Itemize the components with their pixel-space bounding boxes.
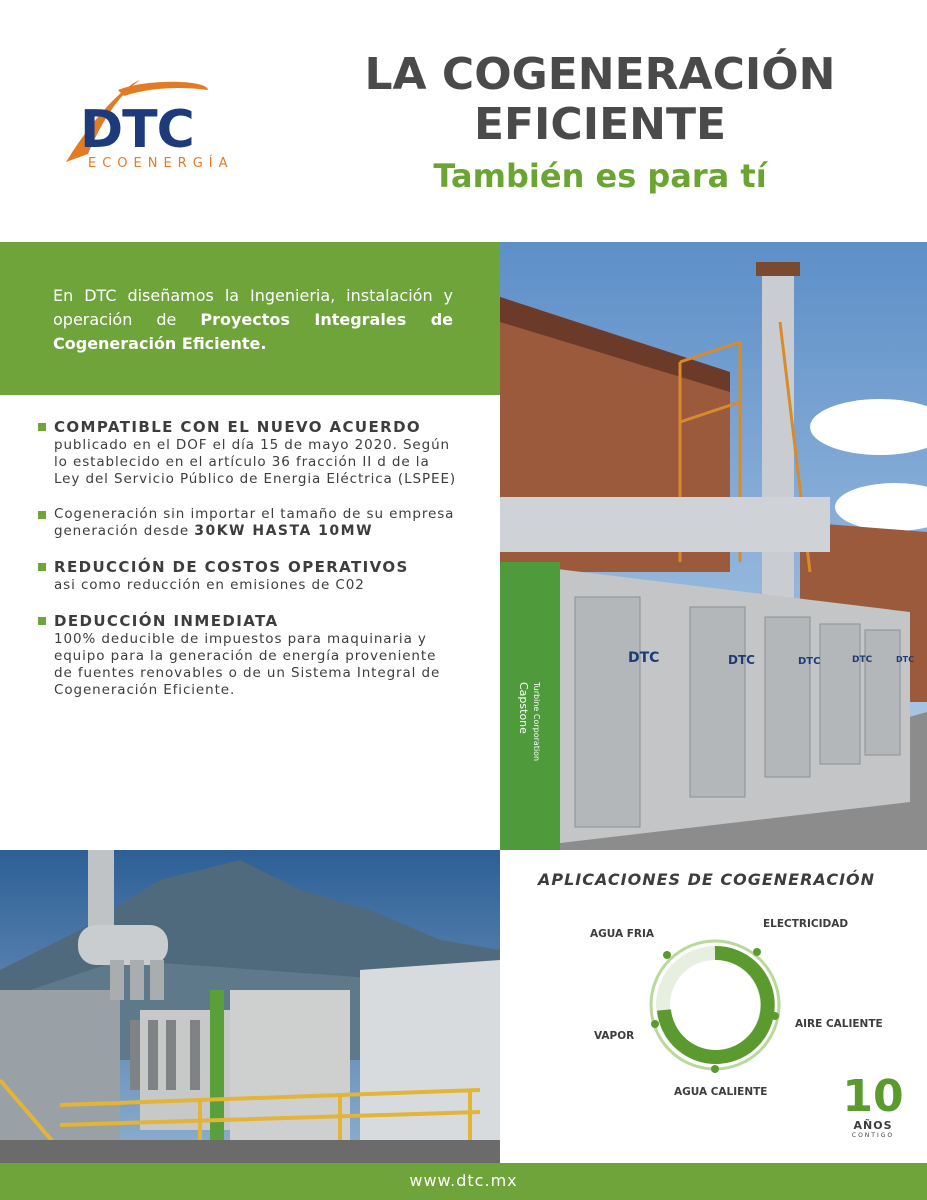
node-agua-caliente	[711, 1065, 719, 1073]
headline	[330, 50, 870, 200]
dtc-logo	[58, 70, 258, 180]
plant-mountain-illustration	[0, 850, 500, 1163]
badge-word: AÑOS	[853, 1119, 893, 1132]
node-vapor	[651, 1020, 659, 1028]
benefit-heading: COMPATIBLE CON EL NUEVO ACUERDO	[54, 418, 422, 436]
unit-label-5: DTC	[896, 655, 914, 664]
bullet-square-icon	[38, 563, 46, 571]
capstone-sub-text: Turbine Corporation	[532, 682, 541, 762]
app-label-vapor: VAPOR	[594, 1030, 635, 1042]
intro-text-bold: Proyectos Integrales de Cogeneración Eficiente.	[53, 310, 453, 353]
benefit-text: asi como reducción en emisiones de C02	[54, 577, 365, 593]
footer-url-link[interactable]: www.dtc.mx	[409, 1171, 518, 1190]
node-aire-caliente	[771, 1012, 779, 1020]
node-electricidad	[753, 948, 761, 956]
benefit-text-bold: 30KW HASTA 10MW	[194, 523, 374, 539]
node-agua-fria	[663, 951, 671, 959]
benefit-text: 100% deducible de impuestos para maquinaria y equipo para la generación de energía proveniente de fuentes renovables o de un Sistema Integral de Cogeneración Eficiente.	[54, 631, 441, 698]
anniversary-badge	[838, 1071, 908, 1150]
bullet-square-icon	[38, 423, 46, 431]
benefit-heading: DEDUCCIÓN INMEDIATA	[54, 612, 279, 630]
intro-text-regular: En DTC diseñamos la Ingenieria, instalación y operación de	[53, 286, 453, 329]
app-label-aire-caliente: AIRE CALIENTE	[795, 1018, 883, 1030]
benefit-text: publicado en el DOF el día 15 de mayo 2020. Según lo establecido en el artículo 36 fracción II d de la Ley del Servicio Público de Energia Eléctrica (LSPEE)	[54, 437, 457, 487]
unit-label-2: DTC	[728, 653, 755, 667]
benefit-item-costs	[38, 558, 458, 594]
headline-line-1: LA COGENERACIÓN	[364, 49, 836, 100]
logo-text: DTC	[80, 100, 194, 160]
applications-title: APLICACIONES DE COGENERACIÓN	[538, 870, 876, 889]
benefit-text	[54, 506, 458, 540]
benefit-item-size	[38, 506, 458, 540]
unit-label-4: DTC	[852, 655, 873, 665]
benefit-item-compatible	[38, 418, 458, 488]
benefit-text-regular: Cogeneración sin importar el tamaño de su empresa generación desde	[54, 506, 455, 539]
app-label-agua-caliente: AGUA CALIENTE	[674, 1086, 768, 1098]
cogeneration-units-photo	[500, 242, 927, 850]
intro-text	[53, 284, 453, 356]
benefit-item-deduction	[38, 612, 458, 699]
unit-label-1: DTC	[628, 650, 660, 666]
cogeneration-units-illustration	[500, 242, 927, 850]
logo-subtitle: ECOENERGÍA	[88, 156, 234, 171]
unit-label-3: DTC	[798, 656, 821, 667]
app-label-electricidad: ELECTRICIDAD	[763, 918, 849, 930]
headline-tagline: También es para tí	[433, 157, 767, 195]
benefit-heading: REDUCCIÓN DE COSTOS OPERATIVOS	[54, 558, 409, 576]
capstone-text: Capstone	[517, 682, 530, 734]
app-label-agua-fria: AGUA FRIA	[590, 928, 655, 940]
intro-band	[0, 242, 500, 395]
badge-sub: CONTIGO	[851, 1132, 895, 1139]
headline-line-2: EFICIENTE	[473, 99, 727, 150]
bullet-square-icon	[38, 511, 46, 519]
footer-bar	[0, 1163, 927, 1200]
benefits-list	[38, 418, 458, 717]
bullet-square-icon	[38, 617, 46, 625]
plant-mountain-photo	[0, 850, 500, 1163]
badge-number: 10	[842, 1071, 904, 1122]
